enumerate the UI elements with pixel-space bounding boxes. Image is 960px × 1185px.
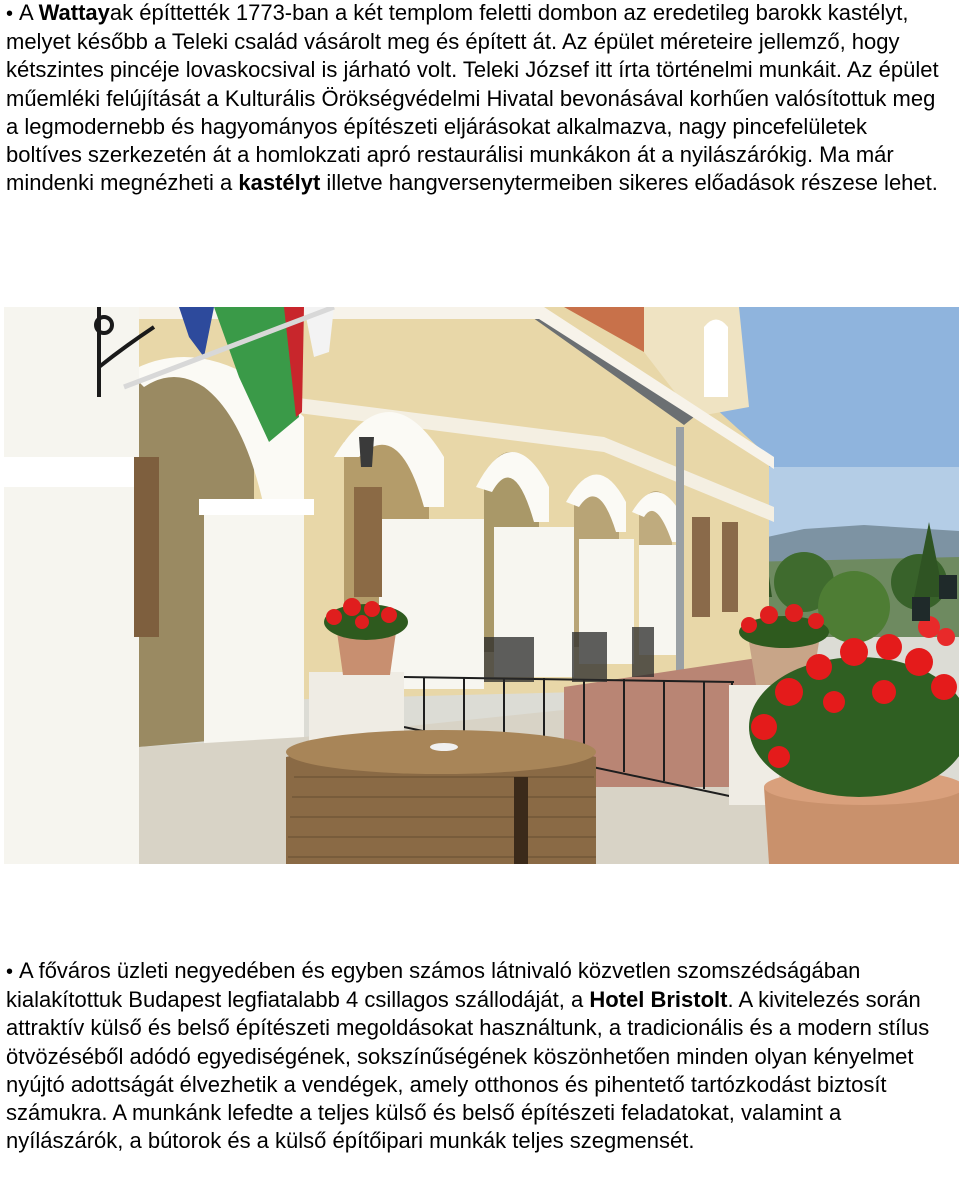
hotel-paragraph (6, 957, 946, 1155)
bold-term-hotel-bristol: Hotel Bristolt (589, 987, 728, 1013)
text-run: ak építtették 1773-ban a két templom feletti dombon az eredetileg barokk kastélyt, melyet később a Teleki család vásárolt meg és épített át. Az épület méreteire jellemző, hogy kétszintes pincéje lovaskocsival is járható volt. Teleki József itt írta történelmi munkáit. Az épület műemléki felújítását a Kulturális Örökségvédelmi Hivatal bevonásával korhűen valósítottuk meg a legmodernebb és hagyományos építészeti eljárásokat alkalmazva, nagy pincefelületek boltíves szerkezetén át a homlokzati apró restaurálisi munkákon át a nyilászárókig. Ma már mindenki megnézheti a (6, 0, 939, 196)
bold-term-kastely: kastélyt (238, 170, 321, 196)
text-run: illetve hangversenytermeiben sikeres előadások részese lehet. (320, 170, 938, 196)
castle-paragraph (6, 0, 946, 197)
bold-term-wattay: Wattay (38, 0, 110, 25)
text-run: . A kivitelezés során attraktív külső és belső építészeti megoldásokat használtunk, a tradicionális és a modern stílus ötvözéséből adódó egyediségének, sokszínűségének köszönhetően minden olyan kényelmet nyújtó adottságát élvezhetik a vendégek, amely otthonos és pihentető tartózkodást biztosít számukra. A munkánk lefedte a teljes külső és belső építészeti feladatokat, valamint a nyílászárók, a bútorok és a külső építőipari munkák teljes szegmensét. (6, 987, 930, 1154)
text-run: A (19, 0, 39, 25)
bullet: • (6, 961, 14, 983)
bullet: • (6, 3, 14, 25)
castle-photo (4, 307, 959, 864)
text-run: A főváros üzleti negyedében és egyben számos látnivaló közvetlen szomszédságában kialakítottuk Budapest legfiatalabb 4 csillagos szállodáját, a (6, 958, 861, 1013)
